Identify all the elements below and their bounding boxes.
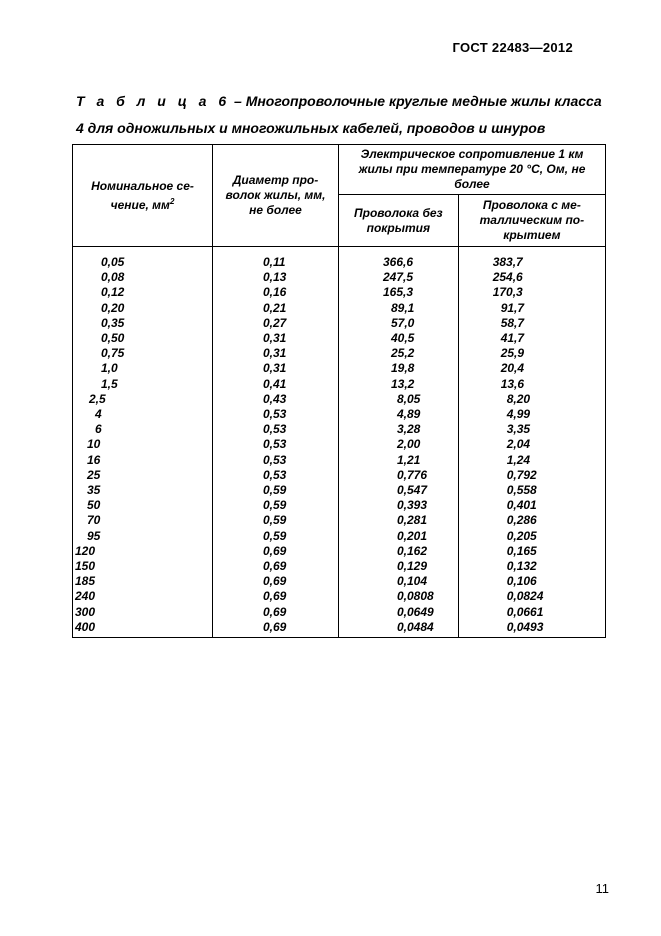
cell-diameter <box>213 247 339 271</box>
cell-section <box>73 483 213 498</box>
cell-diameter <box>213 529 339 544</box>
cell-bare-resistance-value: 0,162 <box>397 543 428 558</box>
header-bare-wire: Проволока без покрытия <box>339 195 459 247</box>
cell-coated-resistance-value: 0,132 <box>506 559 537 574</box>
cell-section <box>73 605 213 620</box>
table-row <box>73 483 606 498</box>
cell-coated-resistance-value: 0,205 <box>506 528 537 543</box>
cell-diameter-value: 0,53 <box>263 452 287 467</box>
table-row <box>73 574 606 589</box>
table-row <box>73 437 606 452</box>
cell-coated-resistance-value: 25,9 <box>500 346 525 361</box>
table-row <box>73 453 606 468</box>
cell-coated-resistance <box>458 247 605 271</box>
cell-bare-resistance-value: 4,89 <box>397 407 421 422</box>
cell-coated-resistance-value: 0,401 <box>506 498 537 513</box>
cell-diameter-value: 0,69 <box>263 543 287 558</box>
table-row <box>73 377 606 392</box>
table-row <box>73 529 606 544</box>
table-row <box>73 513 606 528</box>
cell-bare-resistance <box>339 316 459 331</box>
cell-diameter <box>213 331 339 346</box>
cell-bare-resistance <box>339 483 459 498</box>
cell-bare-resistance-value: 366,6 <box>383 255 414 269</box>
cell-bare-resistance <box>339 513 459 528</box>
table-row <box>73 544 606 559</box>
cell-coated-resistance-value: 20,4 <box>500 361 525 376</box>
cell-section <box>73 498 213 513</box>
cell-bare-resistance <box>339 468 459 483</box>
cell-coated-resistance-value: 0,792 <box>506 467 537 482</box>
cell-section-value: 1,5 <box>101 376 118 391</box>
table-row <box>73 361 606 376</box>
cell-section-value: 0,20 <box>101 300 125 315</box>
cell-coated-resistance-value: 0,0493 <box>506 619 544 634</box>
cell-diameter-value: 0,31 <box>263 361 287 376</box>
table-row <box>73 407 606 422</box>
cell-bare-resistance-value: 0,0808 <box>397 589 434 604</box>
table-caption-line-2: 4 для одножильных и многожильных кабелей, проводов и шнуров <box>76 120 546 136</box>
cell-bare-resistance <box>339 574 459 589</box>
cell-diameter-value: 0,13 <box>263 270 287 285</box>
cell-section-value: 185 <box>75 574 96 589</box>
cell-bare-resistance-value: 0,0649 <box>397 604 434 619</box>
cell-coated-resistance <box>458 361 605 376</box>
cell-section-value: 10 <box>87 437 101 452</box>
cell-bare-resistance <box>339 377 459 392</box>
cell-bare-resistance-value: 1,21 <box>397 452 421 467</box>
cell-section-value: 0,50 <box>101 331 125 346</box>
cell-bare-resistance <box>339 285 459 300</box>
cell-coated-resistance <box>458 589 605 604</box>
cell-section-value: 4 <box>95 407 102 422</box>
table-row <box>73 605 606 620</box>
cell-coated-resistance <box>458 316 605 331</box>
cell-section-value: 150 <box>75 559 96 574</box>
cell-coated-resistance <box>458 559 605 574</box>
table-row <box>73 247 606 271</box>
cell-coated-resistance <box>458 605 605 620</box>
cell-section <box>73 437 213 452</box>
cell-coated-resistance <box>458 620 605 638</box>
cell-bare-resistance <box>339 589 459 604</box>
cell-section-value: 120 <box>75 543 96 558</box>
cell-section-value: 2,5 <box>89 391 106 406</box>
cell-section <box>73 346 213 361</box>
header-nominal-section <box>73 145 213 247</box>
cell-coated-resistance-value: 41,7 <box>500 331 525 346</box>
cell-diameter <box>213 513 339 528</box>
cell-diameter <box>213 270 339 285</box>
cell-section <box>73 247 213 271</box>
table-row <box>73 331 606 346</box>
cell-bare-resistance <box>339 301 459 316</box>
cell-coated-resistance <box>458 483 605 498</box>
cell-diameter-value: 0,59 <box>263 483 287 498</box>
table-row <box>73 620 606 638</box>
table-row <box>73 301 606 316</box>
cell-coated-resistance-value: 254,6 <box>492 270 523 285</box>
cell-bare-resistance <box>339 270 459 285</box>
header-wire-diameter: Диаметр про-волок жилы, мм, не более <box>213 145 339 247</box>
cell-diameter <box>213 483 339 498</box>
cell-diameter <box>213 559 339 574</box>
header-nominal-section-text: Номинальное се-чение, мм <box>91 178 194 212</box>
cell-bare-resistance-value: 0,0484 <box>397 619 434 634</box>
cell-coated-resistance-value: 58,7 <box>500 315 525 330</box>
cell-coated-resistance <box>458 392 605 407</box>
cell-bare-resistance-value: 165,3 <box>383 285 414 300</box>
cell-section <box>73 285 213 300</box>
cell-bare-resistance-value: 25,2 <box>391 346 415 361</box>
cell-bare-resistance-value: 0,281 <box>397 513 428 528</box>
cell-coated-resistance <box>458 453 605 468</box>
cell-section <box>73 589 213 604</box>
cell-section <box>73 620 213 638</box>
cell-bare-resistance <box>339 453 459 468</box>
cell-bare-resistance-value: 0,201 <box>397 528 428 543</box>
cell-coated-resistance-value: 91,7 <box>500 300 525 315</box>
cell-section <box>73 453 213 468</box>
page-number: 11 <box>595 881 609 896</box>
cell-bare-resistance <box>339 498 459 513</box>
cell-section <box>73 361 213 376</box>
cell-diameter <box>213 589 339 604</box>
cell-diameter-value: 0,59 <box>263 498 287 513</box>
table-row <box>73 468 606 483</box>
table-row <box>73 422 606 437</box>
cell-coated-resistance <box>458 285 605 300</box>
cell-section-value: 50 <box>87 498 101 513</box>
cell-bare-resistance-value: 3,28 <box>397 422 421 437</box>
cell-coated-resistance <box>458 468 605 483</box>
cell-coated-resistance-value: 1,24 <box>506 452 531 467</box>
cell-coated-resistance-value: 0,0824 <box>506 589 544 604</box>
cell-coated-resistance-value: 0,558 <box>506 483 537 498</box>
cell-diameter <box>213 361 339 376</box>
cell-section-value: 0,08 <box>101 270 125 285</box>
table-body <box>73 247 606 638</box>
table-row <box>73 589 606 604</box>
cell-coated-resistance-value: 13,6 <box>500 376 525 391</box>
cell-section <box>73 377 213 392</box>
cell-diameter-value: 0,69 <box>263 589 287 604</box>
cell-bare-resistance <box>339 247 459 271</box>
cell-bare-resistance-value: 19,8 <box>391 361 415 376</box>
cell-bare-resistance-value: 89,1 <box>391 300 415 315</box>
cell-coated-resistance-value: 0,286 <box>506 513 537 528</box>
table-row <box>73 559 606 574</box>
cell-section-value: 400 <box>75 619 96 634</box>
cell-coated-resistance <box>458 498 605 513</box>
cell-section-value: 0,12 <box>101 285 125 300</box>
cell-diameter <box>213 620 339 638</box>
cell-section-value: 16 <box>87 452 101 467</box>
cell-diameter-value: 0,59 <box>263 513 287 528</box>
cell-diameter-value: 0,69 <box>263 574 287 589</box>
cell-section <box>73 392 213 407</box>
cell-diameter <box>213 392 339 407</box>
cell-section <box>73 301 213 316</box>
cell-bare-resistance-value: 13,2 <box>391 376 415 391</box>
cell-diameter-value: 0,53 <box>263 407 287 422</box>
cell-section <box>73 513 213 528</box>
cell-bare-resistance <box>339 361 459 376</box>
cell-diameter-value: 0,11 <box>263 255 286 269</box>
table-caption-title: – Многопроволочные круглые медные жилы класса <box>230 93 602 109</box>
cell-coated-resistance-value: 2,04 <box>506 437 531 452</box>
cell-section <box>73 559 213 574</box>
cell-diameter <box>213 605 339 620</box>
cell-diameter-value: 0,53 <box>263 437 287 452</box>
cell-diameter-value: 0,53 <box>263 422 287 437</box>
header-electrical-resistance: Электрическое сопротивление 1 км жилы при температуре 20 °С, Ом, не более <box>339 145 606 195</box>
cell-bare-resistance <box>339 605 459 620</box>
cell-diameter <box>213 544 339 559</box>
table-row <box>73 316 606 331</box>
cell-coated-resistance <box>458 331 605 346</box>
document-number: ГОСТ 22483—2012 <box>452 40 573 55</box>
cell-section-value: 0,35 <box>101 315 125 330</box>
cell-coated-resistance <box>458 437 605 452</box>
cell-section <box>73 544 213 559</box>
cell-section-value: 0,75 <box>101 346 125 361</box>
cell-section <box>73 407 213 422</box>
cell-bare-resistance-value: 0,547 <box>397 483 428 498</box>
cell-coated-resistance <box>458 513 605 528</box>
header-nominal-section-sup: 2 <box>169 196 175 206</box>
cell-diameter <box>213 285 339 300</box>
cell-diameter-value: 0,31 <box>263 331 287 346</box>
cell-section-value: 35 <box>87 483 101 498</box>
cell-section <box>73 529 213 544</box>
cell-section-value: 0,05 <box>101 255 125 269</box>
cell-coated-resistance-value: 4,99 <box>506 407 531 422</box>
cell-diameter-value: 0,69 <box>263 559 287 574</box>
cell-coated-resistance-value: 170,3 <box>492 285 523 300</box>
cell-section <box>73 270 213 285</box>
cell-bare-resistance-value: 40,5 <box>391 331 415 346</box>
cell-section-value: 6 <box>95 422 102 437</box>
cell-bare-resistance-value: 0,776 <box>397 467 428 482</box>
table-caption-label: Т а б л и ц а 6 <box>76 93 231 109</box>
cell-bare-resistance <box>339 346 459 361</box>
table-row <box>73 346 606 361</box>
cell-diameter <box>213 316 339 331</box>
cell-coated-resistance-value: 383,7 <box>492 255 523 269</box>
cell-diameter <box>213 437 339 452</box>
cell-diameter-value: 0,31 <box>263 346 287 361</box>
table-row <box>73 270 606 285</box>
cell-coated-resistance <box>458 544 605 559</box>
cell-section <box>73 422 213 437</box>
cell-diameter-value: 0,53 <box>263 467 287 482</box>
table-caption-line-1 <box>76 93 616 109</box>
cell-bare-resistance <box>339 407 459 422</box>
cell-section-value: 300 <box>75 604 96 619</box>
table-row <box>73 498 606 513</box>
table-row <box>73 285 606 300</box>
cell-bare-resistance <box>339 620 459 638</box>
cell-diameter-value: 0,43 <box>263 391 287 406</box>
cell-diameter-value: 0,69 <box>263 619 287 634</box>
cell-diameter <box>213 377 339 392</box>
cell-section <box>73 574 213 589</box>
cell-coated-resistance <box>458 529 605 544</box>
cell-bare-resistance-value: 2,00 <box>397 437 421 452</box>
cell-section-value: 240 <box>75 589 96 604</box>
cell-coated-resistance <box>458 422 605 437</box>
cell-bare-resistance <box>339 437 459 452</box>
cell-diameter-value: 0,16 <box>263 285 287 300</box>
cell-bare-resistance-value: 57,0 <box>391 315 415 330</box>
cell-diameter <box>213 407 339 422</box>
table-row <box>73 392 606 407</box>
cell-diameter <box>213 301 339 316</box>
cell-diameter-value: 0,27 <box>263 315 287 330</box>
cell-diameter <box>213 346 339 361</box>
cell-section-value: 95 <box>87 528 101 543</box>
cell-coated-resistance <box>458 301 605 316</box>
cell-bare-resistance <box>339 331 459 346</box>
cell-section-value: 25 <box>87 467 101 482</box>
cell-bare-resistance <box>339 559 459 574</box>
cell-diameter-value: 0,69 <box>263 604 287 619</box>
cell-coated-resistance-value: 8,20 <box>506 391 531 406</box>
cell-coated-resistance <box>458 270 605 285</box>
cell-diameter-value: 0,41 <box>263 376 287 391</box>
cell-diameter <box>213 422 339 437</box>
cell-bare-resistance-value: 0,129 <box>397 559 428 574</box>
cell-section-value: 1,0 <box>101 361 118 376</box>
cell-coated-resistance-value: 0,165 <box>506 543 537 558</box>
cell-bare-resistance <box>339 529 459 544</box>
cell-section <box>73 468 213 483</box>
cell-coated-resistance <box>458 346 605 361</box>
cell-bare-resistance-value: 0,393 <box>397 498 428 513</box>
cell-section <box>73 331 213 346</box>
cell-bare-resistance <box>339 392 459 407</box>
cell-coated-resistance <box>458 407 605 422</box>
cell-section-value: 70 <box>87 513 101 528</box>
header-coated-wire: Проволока с ме-таллическим по-крытием <box>458 195 605 247</box>
cell-bare-resistance <box>339 544 459 559</box>
cell-coated-resistance-value: 0,0661 <box>506 604 544 619</box>
cell-diameter <box>213 468 339 483</box>
cell-bare-resistance <box>339 422 459 437</box>
cell-bare-resistance-value: 0,104 <box>397 574 428 589</box>
cell-coated-resistance-value: 0,106 <box>506 574 537 589</box>
cell-bare-resistance-value: 8,05 <box>397 391 421 406</box>
cell-coated-resistance-value: 3,35 <box>506 422 531 437</box>
cell-coated-resistance <box>458 377 605 392</box>
cell-bare-resistance-value: 247,5 <box>383 270 414 285</box>
cell-diameter <box>213 453 339 468</box>
cell-section <box>73 316 213 331</box>
cell-coated-resistance <box>458 574 605 589</box>
cell-diameter <box>213 574 339 589</box>
cell-diameter-value: 0,21 <box>263 300 287 315</box>
cell-diameter <box>213 498 339 513</box>
cell-diameter-value: 0,59 <box>263 528 287 543</box>
cable-resistance-table <box>72 144 606 638</box>
